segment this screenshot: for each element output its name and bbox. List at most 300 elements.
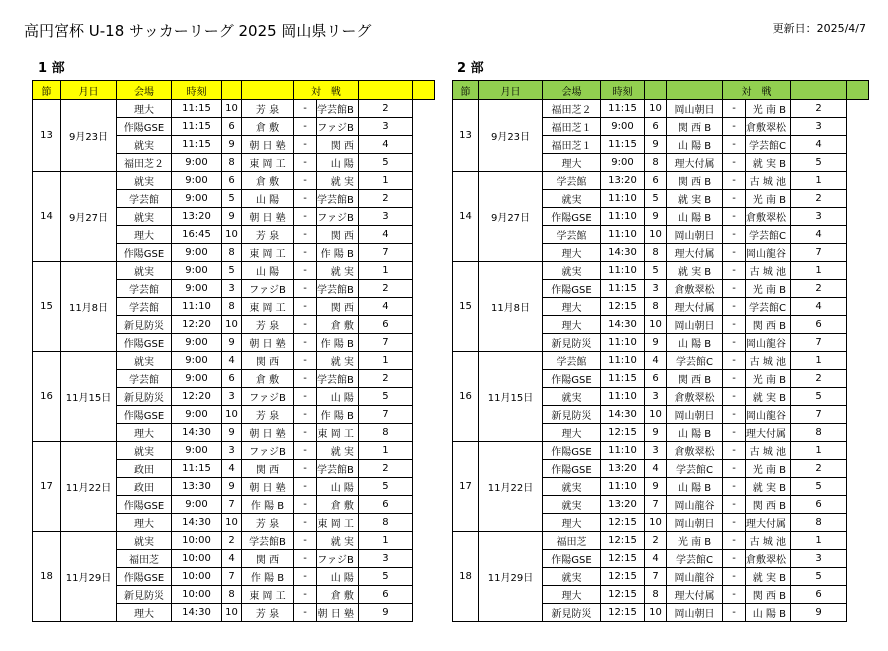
- time-cell: 13:20: [601, 172, 645, 190]
- home-team-cell: 関 西: [242, 460, 294, 478]
- home-team-cell: 朝 日 塾: [242, 136, 294, 154]
- dash-cell: -: [723, 460, 746, 478]
- venue-cell: 政田: [117, 460, 172, 478]
- home-no-cell: 10: [645, 100, 667, 118]
- dash-cell: -: [294, 352, 317, 370]
- time-cell: 9:00: [172, 262, 222, 280]
- match-date-cell: 11月15日: [61, 352, 117, 442]
- home-no-cell: 8: [645, 298, 667, 316]
- table-row: [453, 442, 869, 460]
- match-date-cell: 11月29日: [61, 532, 117, 622]
- home-no-cell: 8: [222, 154, 242, 172]
- away-team-cell: ファジB: [317, 118, 359, 136]
- home-no-cell: 6: [222, 118, 242, 136]
- table-row: [453, 100, 869, 118]
- match-date-cell: 9月27日: [61, 172, 117, 262]
- home-no-cell: 10: [645, 514, 667, 532]
- section-number-cell: 18: [33, 532, 61, 622]
- home-team-cell: 倉 敷: [242, 370, 294, 388]
- venue-cell: 政田: [117, 478, 172, 496]
- away-team-cell: 関 西: [317, 226, 359, 244]
- home-no-cell: 10: [222, 514, 242, 532]
- col-blank: [645, 81, 667, 100]
- home-team-cell: 岡山龍谷: [667, 496, 723, 514]
- away-no-cell: 9: [791, 604, 847, 622]
- dash-cell: -: [723, 100, 746, 118]
- away-team-cell: 東 岡 工: [317, 424, 359, 442]
- home-team-cell: 就 実 B: [667, 190, 723, 208]
- home-no-cell: 8: [222, 298, 242, 316]
- away-team-cell: 倉敷翠松: [746, 550, 791, 568]
- dash-cell: -: [723, 118, 746, 136]
- venue-cell: 就実: [117, 262, 172, 280]
- away-team-cell: 光 南 B: [746, 190, 791, 208]
- home-no-cell: 8: [645, 154, 667, 172]
- table-row: [33, 442, 435, 460]
- division2-schedule-table: [452, 80, 869, 622]
- home-team-cell: 岡山朝日: [667, 406, 723, 424]
- dash-cell: -: [723, 316, 746, 334]
- away-team-cell: 古 城 池: [746, 532, 791, 550]
- away-no-cell: 7: [358, 334, 412, 352]
- away-no-cell: 8: [791, 514, 847, 532]
- home-no-cell: 6: [222, 370, 242, 388]
- col-blank: [222, 81, 242, 100]
- home-no-cell: 6: [645, 172, 667, 190]
- away-no-cell: 2: [358, 190, 412, 208]
- home-team-cell: 芳 泉: [242, 514, 294, 532]
- time-cell: 9:00: [601, 154, 645, 172]
- home-team-cell: 東 岡 工: [242, 244, 294, 262]
- away-no-cell: 7: [791, 406, 847, 424]
- time-cell: 11:10: [601, 388, 645, 406]
- away-team-cell: 倉 敷: [317, 316, 359, 334]
- time-cell: 9:00: [172, 280, 222, 298]
- away-no-cell: 2: [791, 280, 847, 298]
- away-team-cell: 山 陽: [317, 154, 359, 172]
- dash-cell: -: [723, 154, 746, 172]
- away-no-cell: 7: [358, 244, 412, 262]
- dash-cell: -: [294, 568, 317, 586]
- away-team-cell: 岡山龍谷: [746, 334, 791, 352]
- venue-cell: 新見防災: [117, 316, 172, 334]
- away-team-cell: 東 岡 工: [317, 514, 359, 532]
- away-no-cell: 6: [358, 496, 412, 514]
- header-row: [33, 81, 435, 100]
- match-date-cell: 9月23日: [479, 100, 543, 172]
- dash-cell: -: [294, 226, 317, 244]
- col-time: 時刻: [172, 81, 222, 100]
- home-team-cell: 学芸館C: [667, 460, 723, 478]
- home-team-cell: 岡山朝日: [667, 226, 723, 244]
- time-cell: 12:15: [601, 514, 645, 532]
- dash-cell: -: [294, 442, 317, 460]
- col-match: 対 戦: [294, 81, 359, 100]
- away-team-cell: 古 城 池: [746, 172, 791, 190]
- away-team-cell: 就 実: [317, 442, 359, 460]
- away-no-cell: 5: [791, 568, 847, 586]
- section-number-cell: 14: [33, 172, 61, 262]
- section-number-cell: 14: [453, 172, 479, 262]
- table-row: [453, 532, 869, 550]
- time-cell: 12:15: [601, 586, 645, 604]
- dash-cell: -: [294, 118, 317, 136]
- away-no-cell: 7: [791, 334, 847, 352]
- time-cell: 11:10: [601, 352, 645, 370]
- venue-cell: 就実: [117, 136, 172, 154]
- home-team-cell: 学芸館C: [667, 352, 723, 370]
- home-no-cell: 7: [645, 496, 667, 514]
- away-team-cell: 山 陽: [317, 478, 359, 496]
- away-team-cell: 古 城 池: [746, 262, 791, 280]
- dash-cell: -: [294, 604, 317, 622]
- time-cell: 9:00: [172, 442, 222, 460]
- dash-cell: -: [294, 496, 317, 514]
- home-no-cell: 5: [222, 262, 242, 280]
- away-team-cell: 就 実: [317, 532, 359, 550]
- dash-cell: -: [723, 406, 746, 424]
- away-no-cell: 2: [791, 460, 847, 478]
- away-no-cell: 4: [791, 136, 847, 154]
- home-team-cell: 山 陽: [242, 262, 294, 280]
- venue-cell: 理大: [543, 244, 601, 262]
- away-no-cell: 5: [358, 154, 412, 172]
- away-no-cell: 5: [791, 478, 847, 496]
- home-team-cell: 芳 泉: [242, 604, 294, 622]
- home-no-cell: 4: [645, 352, 667, 370]
- home-team-cell: 山 陽 B: [667, 424, 723, 442]
- section-number-cell: 18: [453, 532, 479, 622]
- time-cell: 11:10: [172, 298, 222, 316]
- venue-cell: 就実: [543, 262, 601, 280]
- home-team-cell: 山 陽: [242, 190, 294, 208]
- away-no-cell: 1: [791, 262, 847, 280]
- venue-cell: 理大: [117, 226, 172, 244]
- time-cell: 9:00: [172, 244, 222, 262]
- dash-cell: -: [294, 460, 317, 478]
- home-team-cell: 就 実 B: [667, 262, 723, 280]
- table-row: [33, 262, 435, 280]
- venue-cell: 作陽GSE: [117, 244, 172, 262]
- col-blank: [667, 81, 723, 100]
- time-cell: 13:20: [601, 460, 645, 478]
- away-no-cell: 8: [791, 424, 847, 442]
- col-match: 対 戦: [723, 81, 791, 100]
- away-team-cell: 就 実 B: [746, 388, 791, 406]
- time-cell: 10:00: [172, 586, 222, 604]
- home-no-cell: 3: [645, 388, 667, 406]
- time-cell: 11:15: [172, 100, 222, 118]
- away-team-cell: 学芸館B: [317, 100, 359, 118]
- time-cell: 9:00: [172, 496, 222, 514]
- away-no-cell: 3: [791, 208, 847, 226]
- dash-cell: -: [294, 244, 317, 262]
- time-cell: 9:00: [172, 370, 222, 388]
- home-no-cell: 8: [222, 586, 242, 604]
- dash-cell: -: [294, 280, 317, 298]
- dash-cell: -: [723, 550, 746, 568]
- away-no-cell: 4: [791, 226, 847, 244]
- venue-cell: 新見防災: [543, 604, 601, 622]
- dash-cell: -: [294, 316, 317, 334]
- away-team-cell: 関 西 B: [746, 586, 791, 604]
- time-cell: 12:20: [172, 388, 222, 406]
- away-team-cell: 倉敷翠松: [746, 208, 791, 226]
- away-team-cell: 光 南 B: [746, 100, 791, 118]
- home-no-cell: 9: [645, 478, 667, 496]
- col-blank: [412, 81, 434, 100]
- home-team-cell: 山 陽 B: [667, 334, 723, 352]
- away-team-cell: 倉敷翠松: [746, 118, 791, 136]
- home-team-cell: 理大付属: [667, 298, 723, 316]
- home-no-cell: 10: [222, 226, 242, 244]
- venue-cell: 理大: [543, 154, 601, 172]
- time-cell: 10:00: [172, 532, 222, 550]
- home-team-cell: 岡山朝日: [667, 604, 723, 622]
- home-no-cell: 10: [645, 604, 667, 622]
- venue-cell: 理大: [117, 514, 172, 532]
- venue-cell: 理大: [543, 298, 601, 316]
- away-team-cell: 関 西: [317, 298, 359, 316]
- away-no-cell: 3: [358, 550, 412, 568]
- away-no-cell: 3: [358, 208, 412, 226]
- venue-cell: 作陽GSE: [117, 406, 172, 424]
- dash-cell: -: [723, 334, 746, 352]
- away-no-cell: 9: [358, 604, 412, 622]
- home-no-cell: 4: [222, 352, 242, 370]
- dash-cell: -: [294, 532, 317, 550]
- home-team-cell: 関 西 B: [667, 172, 723, 190]
- home-team-cell: 朝 日 塾: [242, 334, 294, 352]
- away-no-cell: 2: [358, 370, 412, 388]
- home-team-cell: 関 西 B: [667, 118, 723, 136]
- away-no-cell: 1: [791, 442, 847, 460]
- away-team-cell: 関 西: [317, 136, 359, 154]
- home-no-cell: 7: [645, 568, 667, 586]
- home-no-cell: 6: [645, 370, 667, 388]
- venue-cell: 作陽GSE: [117, 496, 172, 514]
- away-team-cell: 光 南 B: [746, 460, 791, 478]
- away-no-cell: 7: [791, 244, 847, 262]
- dash-cell: -: [294, 262, 317, 280]
- time-cell: 11:10: [601, 262, 645, 280]
- home-team-cell: 関 西: [242, 352, 294, 370]
- time-cell: 9:00: [172, 352, 222, 370]
- division1-title: 1 部: [38, 61, 65, 76]
- venue-cell: 作陽GSE: [543, 208, 601, 226]
- home-no-cell: 4: [222, 460, 242, 478]
- away-no-cell: 1: [791, 532, 847, 550]
- home-team-cell: 倉敷翠松: [667, 280, 723, 298]
- home-no-cell: 10: [645, 316, 667, 334]
- table-row: [33, 100, 435, 118]
- away-team-cell: 就 実 B: [746, 478, 791, 496]
- dash-cell: -: [723, 370, 746, 388]
- table-row: [33, 352, 435, 370]
- home-no-cell: 6: [222, 172, 242, 190]
- time-cell: 12:15: [601, 604, 645, 622]
- time-cell: 14:30: [172, 514, 222, 532]
- time-cell: 11:15: [172, 136, 222, 154]
- time-cell: 13:30: [172, 478, 222, 496]
- venue-cell: 理大: [117, 424, 172, 442]
- away-team-cell: 学芸館C: [746, 136, 791, 154]
- home-team-cell: 芳 泉: [242, 316, 294, 334]
- table-row: [33, 172, 435, 190]
- away-team-cell: 学芸館B: [317, 460, 359, 478]
- section-number-cell: 15: [453, 262, 479, 352]
- home-no-cell: 4: [645, 460, 667, 478]
- home-no-cell: 9: [222, 208, 242, 226]
- home-no-cell: 3: [645, 280, 667, 298]
- away-no-cell: 8: [358, 424, 412, 442]
- time-cell: 10:00: [172, 550, 222, 568]
- time-cell: 14:30: [601, 316, 645, 334]
- time-cell: 9:00: [172, 406, 222, 424]
- home-team-cell: ファジB: [242, 442, 294, 460]
- venue-cell: 作陽GSE: [117, 334, 172, 352]
- venue-cell: 福田芝１: [543, 136, 601, 154]
- venue-cell: 新見防災: [543, 334, 601, 352]
- away-team-cell: 岡山龍谷: [746, 406, 791, 424]
- away-no-cell: 2: [791, 370, 847, 388]
- away-no-cell: 5: [358, 388, 412, 406]
- dash-cell: -: [723, 280, 746, 298]
- home-no-cell: 9: [222, 424, 242, 442]
- home-no-cell: 10: [645, 406, 667, 424]
- venue-cell: 就実: [117, 172, 172, 190]
- venue-cell: 新見防災: [543, 406, 601, 424]
- dash-cell: -: [294, 424, 317, 442]
- venue-cell: 理大: [543, 586, 601, 604]
- away-team-cell: 関 西 B: [746, 496, 791, 514]
- venue-cell: 作陽GSE: [543, 370, 601, 388]
- time-cell: 11:15: [601, 136, 645, 154]
- time-cell: 11:15: [601, 100, 645, 118]
- dash-cell: -: [723, 244, 746, 262]
- home-team-cell: 朝 日 塾: [242, 424, 294, 442]
- dash-cell: -: [723, 208, 746, 226]
- col-sec: 節: [453, 81, 479, 100]
- venue-cell: 学芸館: [117, 298, 172, 316]
- header-row: [453, 81, 869, 100]
- dash-cell: -: [723, 172, 746, 190]
- time-cell: 9:00: [172, 190, 222, 208]
- home-no-cell: 4: [222, 550, 242, 568]
- col-blank: [358, 81, 412, 100]
- home-team-cell: 岡山龍谷: [667, 568, 723, 586]
- venue-cell: 福田芝１: [543, 118, 601, 136]
- dash-cell: -: [723, 136, 746, 154]
- away-no-cell: 2: [358, 460, 412, 478]
- home-team-cell: 理大付属: [667, 154, 723, 172]
- home-team-cell: 芳 泉: [242, 226, 294, 244]
- home-team-cell: 理大付属: [667, 244, 723, 262]
- away-team-cell: 山 陽 B: [746, 604, 791, 622]
- home-team-cell: 岡山朝日: [667, 514, 723, 532]
- home-no-cell: 10: [222, 604, 242, 622]
- away-no-cell: 3: [791, 550, 847, 568]
- dash-cell: -: [294, 478, 317, 496]
- away-no-cell: 1: [358, 442, 412, 460]
- away-team-cell: 学芸館C: [746, 298, 791, 316]
- home-team-cell: 朝 日 塾: [242, 478, 294, 496]
- time-cell: 9:00: [172, 172, 222, 190]
- home-no-cell: 10: [222, 316, 242, 334]
- home-no-cell: 9: [222, 334, 242, 352]
- venue-cell: 新見防災: [117, 586, 172, 604]
- venue-cell: 作陽GSE: [543, 460, 601, 478]
- away-team-cell: ファジB: [317, 550, 359, 568]
- time-cell: 11:15: [601, 280, 645, 298]
- venue-cell: 就実: [117, 208, 172, 226]
- venue-cell: 福田芝２: [117, 154, 172, 172]
- time-cell: 14:30: [172, 604, 222, 622]
- col-sec: 節: [33, 81, 61, 100]
- away-no-cell: 1: [358, 172, 412, 190]
- time-cell: 11:15: [172, 460, 222, 478]
- home-no-cell: 3: [222, 442, 242, 460]
- venue-cell: 理大: [117, 100, 172, 118]
- dash-cell: -: [294, 298, 317, 316]
- away-team-cell: 作 陽 B: [317, 334, 359, 352]
- time-cell: 14:30: [172, 424, 222, 442]
- away-team-cell: 山 陽: [317, 568, 359, 586]
- section-number-cell: 13: [33, 100, 61, 172]
- venue-cell: 理大: [543, 316, 601, 334]
- dash-cell: -: [294, 100, 317, 118]
- time-cell: 13:20: [172, 208, 222, 226]
- venue-cell: 就実: [543, 496, 601, 514]
- home-team-cell: 東 岡 工: [242, 154, 294, 172]
- match-date-cell: 11月22日: [61, 442, 117, 532]
- home-no-cell: 4: [645, 550, 667, 568]
- home-team-cell: ファジB: [242, 280, 294, 298]
- venue-cell: 作陽GSE: [543, 442, 601, 460]
- home-team-cell: 芳 泉: [242, 406, 294, 424]
- home-no-cell: 7: [222, 568, 242, 586]
- home-no-cell: 8: [645, 244, 667, 262]
- away-no-cell: 2: [791, 100, 847, 118]
- away-team-cell: 学芸館C: [746, 226, 791, 244]
- away-team-cell: 就 実: [317, 172, 359, 190]
- venue-cell: 作陽GSE: [117, 568, 172, 586]
- home-no-cell: 8: [222, 244, 242, 262]
- home-team-cell: 岡山朝日: [667, 100, 723, 118]
- division2-title: 2 部: [457, 61, 484, 76]
- venue-cell: 福田芝２: [543, 100, 601, 118]
- away-no-cell: 3: [358, 118, 412, 136]
- away-no-cell: 4: [358, 298, 412, 316]
- home-team-cell: 関 西: [242, 550, 294, 568]
- col-time: 時刻: [601, 81, 645, 100]
- venue-cell: 学芸館: [543, 172, 601, 190]
- venue-cell: 就実: [117, 532, 172, 550]
- home-no-cell: 9: [645, 424, 667, 442]
- time-cell: 9:00: [172, 154, 222, 172]
- away-no-cell: 2: [791, 190, 847, 208]
- division1-schedule-table: [32, 80, 435, 622]
- away-no-cell: 6: [791, 316, 847, 334]
- away-team-cell: 古 城 池: [746, 352, 791, 370]
- dash-cell: -: [723, 190, 746, 208]
- dash-cell: -: [723, 568, 746, 586]
- away-no-cell: 5: [358, 568, 412, 586]
- home-team-cell: 関 西 B: [667, 370, 723, 388]
- away-team-cell: 学芸館B: [317, 280, 359, 298]
- away-team-cell: 光 南 B: [746, 280, 791, 298]
- home-no-cell: 2: [645, 532, 667, 550]
